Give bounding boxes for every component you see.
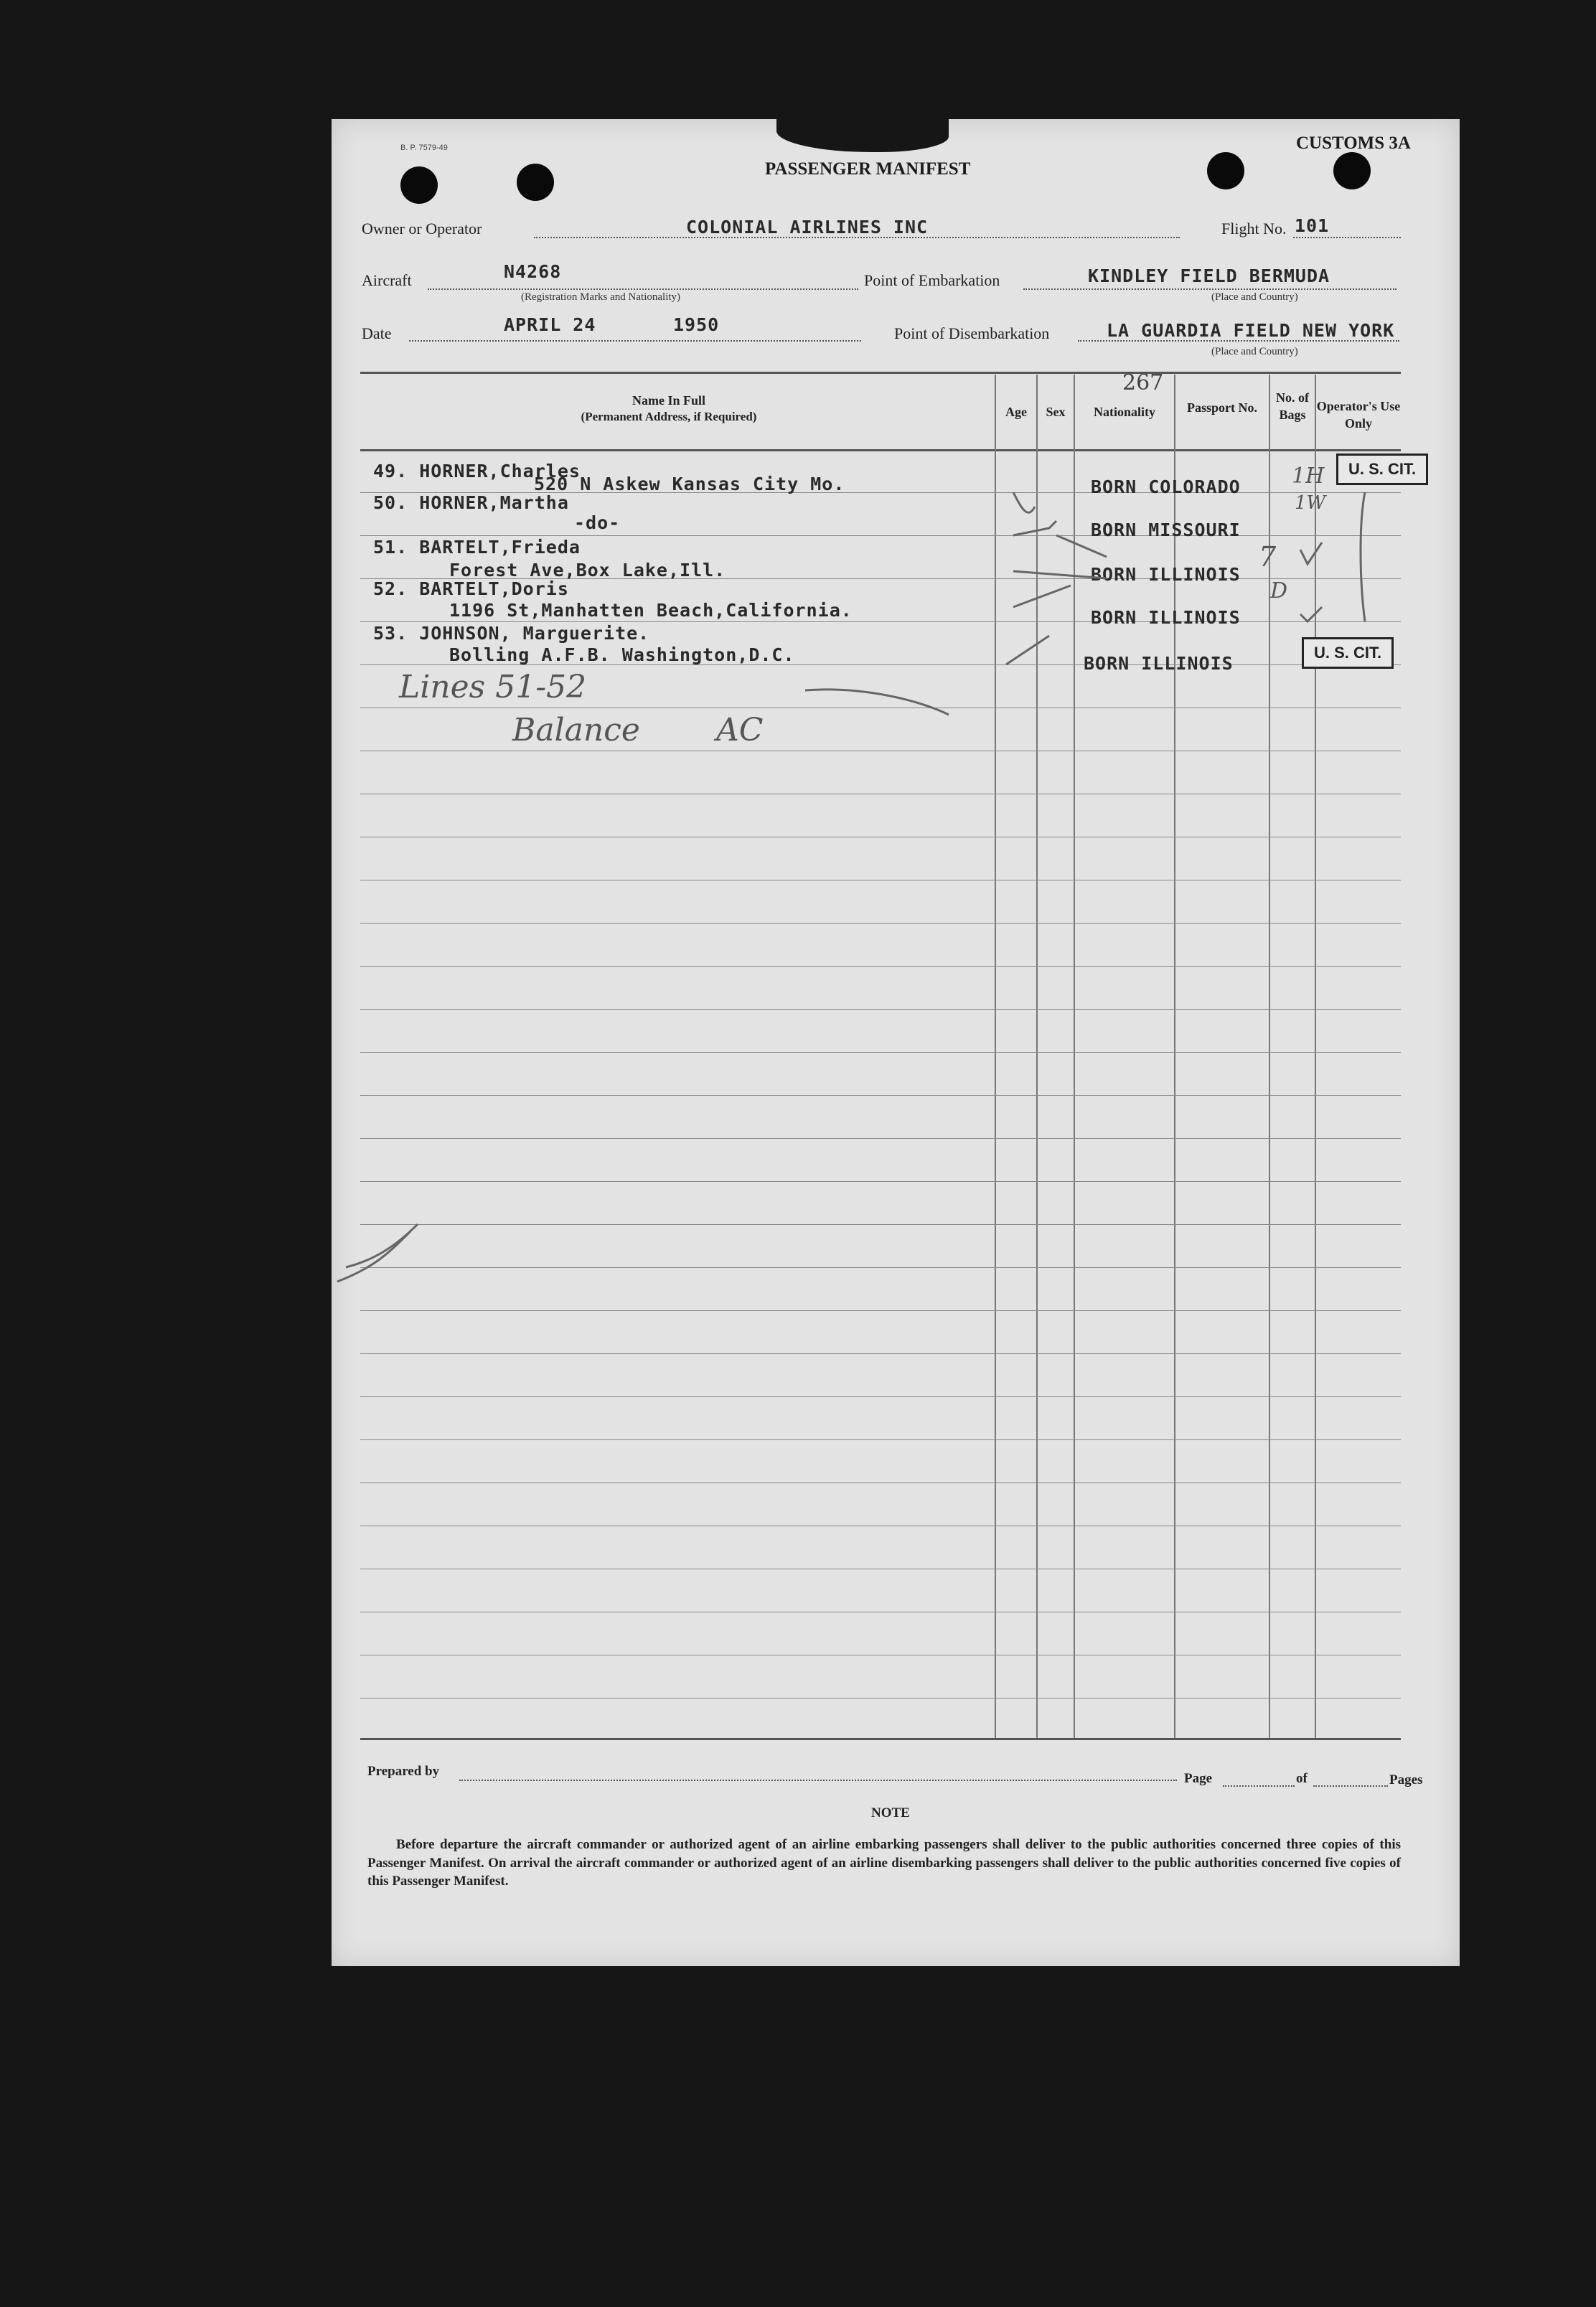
us-citizen-stamp: U. S. CIT. xyxy=(1302,637,1394,669)
passenger-50-nationality: BORN MISSOURI xyxy=(1091,520,1241,540)
prepared-label: Prepared by xyxy=(367,1764,440,1779)
aircraft-sub: (Registration Marks and Nationality) xyxy=(521,291,681,303)
page-label: Page xyxy=(1184,1771,1213,1786)
note-text: Before departure the aircraft commander or authorized agent of an airline embarking passengers shall deliver to the public authorities concerned three copies of this Passenger Manifest. On arrival the aircraft commander or authorized agent of an airline disembarking passengers shall deliver to the public authorities concerned five copies of this Passenger Manifest. xyxy=(367,1837,1401,1889)
col-name-sub: (Permanent Address, if Required) xyxy=(581,410,757,424)
disembark-value: LA GUARDIA FIELD NEW YORK xyxy=(1107,320,1395,341)
handwritten-initials: AC xyxy=(716,712,764,748)
embark-label: Point of Embarkation xyxy=(864,271,1000,289)
col-age-header: Age xyxy=(1005,405,1027,419)
page-line xyxy=(1223,1785,1295,1787)
owner-value: COLONIAL AIRLINES INC xyxy=(686,217,929,238)
passenger-49-name: 49. HORNER,Charles xyxy=(373,461,581,481)
manifest-page xyxy=(332,119,1460,1966)
col-nationality-header: Nationality xyxy=(1093,405,1155,419)
form-title: PASSENGER MANIFEST xyxy=(765,159,971,179)
passenger-51-name: 51. BARTELT,Frieda xyxy=(373,537,581,558)
note-title: NOTE xyxy=(871,1805,910,1820)
passenger-53-name: 53. JOHNSON, Marguerite. xyxy=(373,623,650,644)
col-name-title: Name In Full xyxy=(632,393,705,408)
passenger-52-address: 1196 St,Manhatten Beach,California. xyxy=(449,600,853,621)
handwriting-strokes xyxy=(332,119,1460,1966)
passenger-50-name: 50. HORNER,Martha xyxy=(373,492,569,513)
passenger-51-address: Forest Ave,Box Lake,Ill. xyxy=(449,560,726,581)
handwritten-lines-note: Lines 51-52 xyxy=(399,669,587,705)
passenger-52-nationality: BORN ILLINOIS xyxy=(1091,607,1241,628)
embark-sub: (Place and Country) xyxy=(1211,291,1298,303)
handwritten-balance-note: Balance xyxy=(512,712,640,748)
aircraft-label: Aircraft xyxy=(362,271,412,289)
customs-code: CUSTOMS 3A xyxy=(1296,133,1411,153)
date-label: Date xyxy=(362,324,392,342)
flight-value: 101 xyxy=(1295,215,1330,236)
passenger-49-address: 520 N Askew Kansas City Mo. xyxy=(534,474,845,494)
form-number: B. P. 7579-49 xyxy=(400,144,448,152)
passenger-53-nationality: BORN ILLINOIS xyxy=(1084,653,1234,674)
col-operator-header: Operator's Use Only xyxy=(1316,399,1401,431)
disembark-label: Point of Disembarkation xyxy=(894,324,1050,342)
flight-label: Flight No. xyxy=(1221,220,1287,238)
of-line xyxy=(1313,1785,1388,1787)
embark-value: KINDLEY FIELD BERMUDA xyxy=(1088,266,1330,286)
handwritten-age-mark: 1W xyxy=(1295,492,1326,514)
date-month-day: APRIL 24 xyxy=(504,314,596,335)
handwritten-age-mark: D xyxy=(1270,578,1288,603)
prepared-line xyxy=(459,1780,1177,1781)
passenger-50-address: -do- xyxy=(574,512,621,533)
pages-label: Pages xyxy=(1389,1772,1423,1787)
handwritten-age-mark: 7 xyxy=(1259,541,1277,573)
passenger-51-nationality: BORN ILLINOIS xyxy=(1091,564,1241,585)
disembark-sub: (Place and Country) xyxy=(1211,346,1298,357)
handwritten-age-mark: 1H xyxy=(1292,464,1325,489)
col-sex-header: Sex xyxy=(1046,405,1066,419)
col-passport-header: Passport No. xyxy=(1187,400,1257,415)
of-label: of xyxy=(1296,1771,1308,1786)
passenger-49-nationality: BORN COLORADO xyxy=(1091,476,1241,497)
us-citizen-stamp: U. S. CIT. xyxy=(1336,454,1428,485)
passenger-53-address: Bolling A.F.B. Washington,D.C. xyxy=(449,644,795,665)
owner-label: Owner or Operator xyxy=(362,220,482,238)
col-bags-header: No. of Bags xyxy=(1276,390,1309,423)
handwritten-267: 267 xyxy=(1122,370,1164,395)
date-year: 1950 xyxy=(673,314,720,335)
passenger-52-name: 52. BARTELT,Doris xyxy=(373,578,569,599)
aircraft-value: N4268 xyxy=(504,261,562,282)
